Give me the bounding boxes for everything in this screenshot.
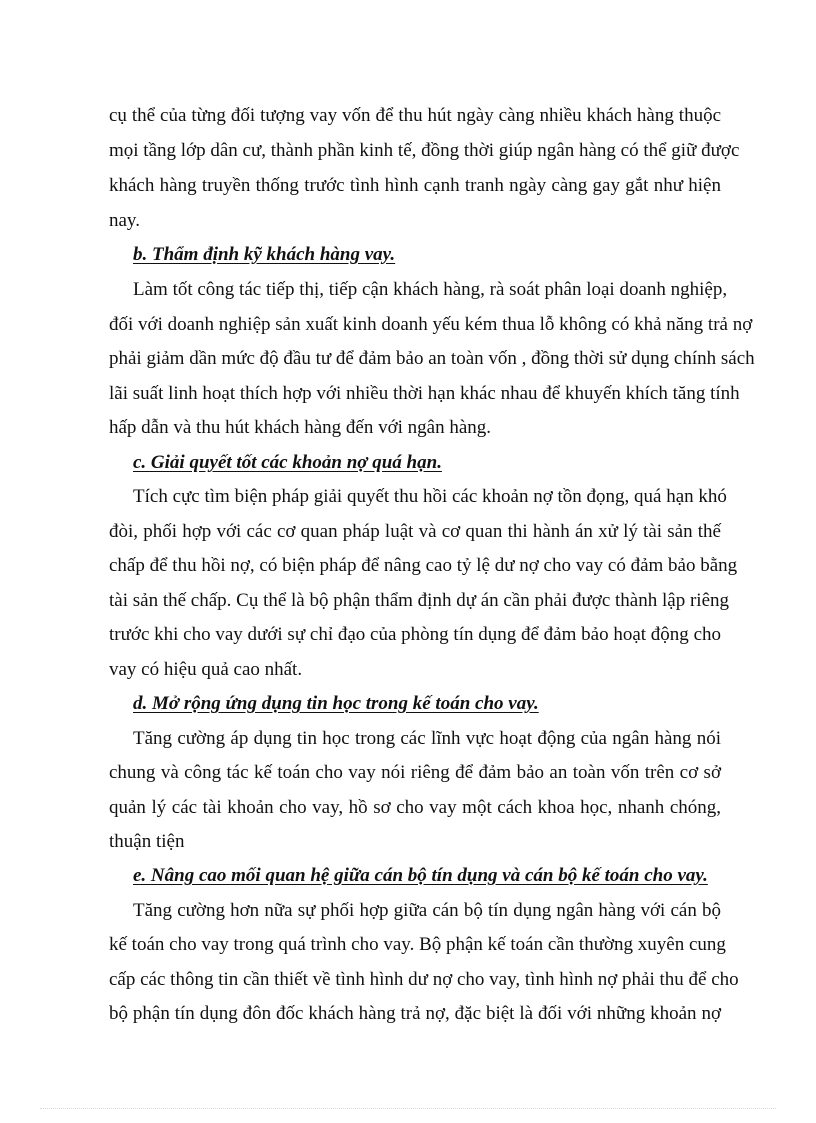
- intro-line: nay.: [109, 210, 140, 231]
- section-c-line: vay có hiệu quả cao nhất.: [109, 659, 303, 680]
- section-b-line: Làm tốt công tác tiếp thị, tiếp cận khách hàng, rà soát phân loại doanh nghiệp,: [133, 279, 728, 300]
- section-d-line: thuận tiện: [109, 831, 185, 852]
- page-bottom-divider: [40, 1108, 776, 1109]
- section-b-heading: b. Thẩm định kỹ khách hàng vay.: [133, 244, 396, 265]
- section-c-heading: c. Giải quyết tốt các khoản nợ quá hạn.: [133, 452, 442, 473]
- section-d-line: chung và công tác kế toán cho vay nói riêng để đảm bảo an toàn vốn trên cơ sở: [109, 762, 721, 783]
- section-c-line: Tích cực tìm biện pháp giải quyết thu hồi các khoản nợ tồn đọng, quá hạn khó: [133, 486, 727, 507]
- section-b-line: hấp dẫn và thu hút khách hàng đến với ngân hàng.: [109, 417, 492, 438]
- section-b-line: lãi suất linh hoạt thích hợp với nhiều thời hạn khác nhau để khuyến khích tăng tính: [109, 383, 740, 404]
- section-e-heading: e. Nâng cao mối quan hệ giữa cán bộ tín dụng và cán bộ kế toán cho vay.: [133, 865, 708, 886]
- section-b-line: đối với doanh nghiệp sản xuất kinh doanh yếu kém thua lỗ không có khả năng trả nợ: [109, 314, 753, 335]
- section-b-line: phải giảm dần mức độ đầu tư để đảm bảo an toàn vốn , đồng thời sử dụng chính sách: [109, 348, 755, 369]
- intro-line: khách hàng truyền thống trước tình hình cạnh tranh ngày càng gay gắt như hiện: [109, 175, 721, 196]
- section-e-line: Tăng cường hơn nữa sự phối hợp giữa cán bộ tín dụng ngân hàng với cán bộ: [133, 900, 721, 921]
- intro-line: mọi tầng lớp dân cư, thành phần kinh tế, đồng thời giúp ngân hàng có thể giữ được: [109, 140, 740, 161]
- section-d-heading: d. Mở rộng ứng dụng tin học trong kế toán cho vay.: [133, 693, 539, 714]
- section-e-line: cấp các thông tin cần thiết về tình hình dư nợ cho vay, tình hình nợ phải thu để cho: [109, 969, 739, 990]
- section-e-line: bộ phận tín dụng đôn đốc khách hàng trả nợ, đặc biệt là đối với những khoản nợ: [109, 1003, 721, 1024]
- section-e-line: kế toán cho vay trong quá trình cho vay. Bộ phận kế toán cần thường xuyên cung: [109, 934, 726, 955]
- section-d-line: quản lý các tài khoản cho vay, hồ sơ cho vay một cách khoa học, nhanh chóng,: [109, 797, 721, 818]
- section-c-line: đòi, phối hợp với các cơ quan pháp luật và cơ quan thi hành án xử lý tài sản thế: [109, 521, 721, 542]
- intro-line: cụ thể của từng đối tượng vay vốn để thu hút ngày càng nhiều khách hàng thuộc: [109, 105, 721, 126]
- section-c-line: chấp để thu hồi nợ, có biện pháp để nâng cao tỷ lệ dư nợ cho vay có đảm bảo bằng: [109, 555, 738, 576]
- section-c-line: tài sản thế chấp. Cụ thể là bộ phận thẩm định dự án cần phải được thành lập riêng: [109, 590, 729, 611]
- section-c-line: trước khi cho vay dưới sự chỉ đạo của phòng tín dụng để đảm bảo hoạt động cho: [109, 624, 721, 645]
- section-d-line: Tăng cường áp dụng tin học trong các lĩnh vực hoạt động của ngân hàng nói: [133, 728, 721, 749]
